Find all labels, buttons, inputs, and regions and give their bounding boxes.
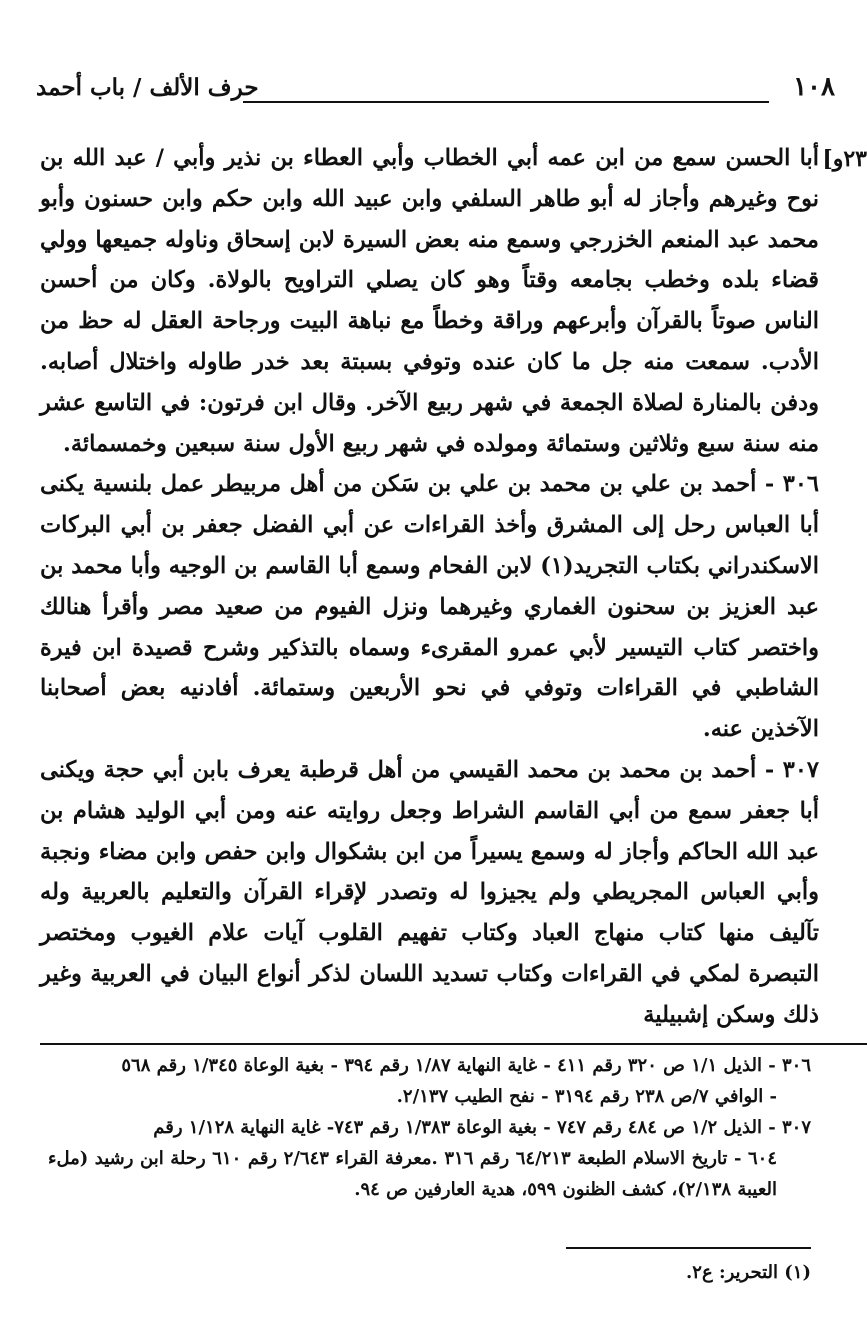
main-text (40, 138, 819, 1036)
reference-307: ٣٠٧ - الذيل ١/٢ ص ٤٨٤ رقم ٧٤٧ - بغية الوعاة ١/٣٨٣ رقم ٧٤٣- غاية النهاية ١/١٢٨ رقم (153, 1117, 811, 1138)
entry-306: ٣٠٦ - أحمد بن علي بن محمد بن علي بن سَكن من أهل مربيطر عمل بلنسية يكنى أبا العباس رحل إلى المشرق وأخذ القراءات عن أبي الفضل جعفر بن أبي البركات الاسكندراني بكتاب التجريد(١) لابن الفحام وسمع أبا القاسم بن الوجيه وأبا محمد بن عبد العزيز بن سحنون الغماري وغيرهما ونزل الفيوم من صعيد مصر وأقرأ هنالك واختصر كتاب التيسير لأبي عمرو المقرىء وسماه بالتذكير وشرح قصيدة ابن فيرة الشاطبي في القراءات وتوفي في نحو الأربعين وستمائة. أفادنيه بعض أصحابنا الآخذين عنه. (40, 471, 819, 743)
reference-306: ٣٠٦ - الذيل ١/١ ص ٣٢٠ رقم ٤١١ - غاية النهاية ١/٨٧ رقم ٣٩٤ - بغية الوعاة ١/٣٤٥ رقم ٥٦٨ (121, 1055, 811, 1076)
footnote-rule (566, 1247, 811, 1249)
margin-folio-note: ٢٣و] (822, 146, 867, 172)
running-title: حرف الألف / باب أحمد (36, 74, 259, 101)
paragraph-continuation: أبا الحسن سمع من ابن عمه أبي الخطاب وأبي العطاء بن نذير وأبي / عبد الله بن نوح وغيرهم وأجاز له أبو طاهر السلفي وابن عبيد الله وابن حكم وابن حسنون وأبو محمد عبد المنعم الخزرجي وسمع منه بعض السيرة لابن إسحاق وناوله جميعها وولي قضاء بلده وخطب بجامعه وقتاً وهو كان يصلي التراويح بالولاة. وكان من أحسن الناس صوتاً بالقرآن وأبرعهم وراقة وخطاً مع نباهة البيت ورجاحة العقل له حظ من الأدب. سمعت منه جل ما كان عنده وتوفي بسبتة بعد خدر طاوله واختلال أصابه. ودفن بالمنارة لصلاة الجمعة في شهر ربيع الآخر. وقال ابن فرتون: في التاسع عشر منه سنة سبع وثلاثين وستمائة ومولده في شهر ربيع الأول سنة سبعين وخمسمائة. (40, 145, 819, 457)
reference-307-cont: ٦٠٤ - تاريخ الاسلام الطبعة ٦٤/٢١٣ رقم ٣١٦ .معرفة القراء ٢/٦٤٣ رقم ٦١٠ رحلة ابن رشيد (ملء العيبة ٢/١٣٨)، كشف الظنون ٥٩٩، هدية العارفين ص ٩٤. (48, 1148, 778, 1200)
references-block (48, 1050, 811, 1205)
header-rule (243, 101, 769, 103)
page-number: ١٠٨ (793, 72, 835, 102)
references-rule (40, 1043, 867, 1045)
reference-306-cont: - الوافي ٧/ص ٢٣٨ رقم ٣١٩٤ - نفح الطيب ٢/١٣٧. (396, 1086, 777, 1107)
entry-307: ٣٠٧ - أحمد بن محمد بن محمد القيسي من أهل قرطبة يعرف بابن أبي حجة ويكنى أبا جعفر سمع من أبي القاسم الشراط وجعل روايته عنه ومن أبي الوليد هشام بن عبد الله الحاكم وأجاز له وسمع يسيراً من ابن بشكوال وابن حفص وابن مضاء ونجبة وأبي العباس المجريطي ولم يجيزوا له وتصدر لإقراء القرآن والتعليم بالعربية وله تآليف منها كتاب منهاج العباد وكتاب تفهيم القلوب آيات علام الغيوب ومختصر التبصرة لمكي في القراءات وكتاب تسديد اللسان لذكر أنواع البيان في العربية وغير ذلك وسكن إشبيلية (40, 756, 819, 1028)
footnote: (١) التحرير: ع٢. (686, 1262, 811, 1283)
page-header (28, 68, 839, 128)
